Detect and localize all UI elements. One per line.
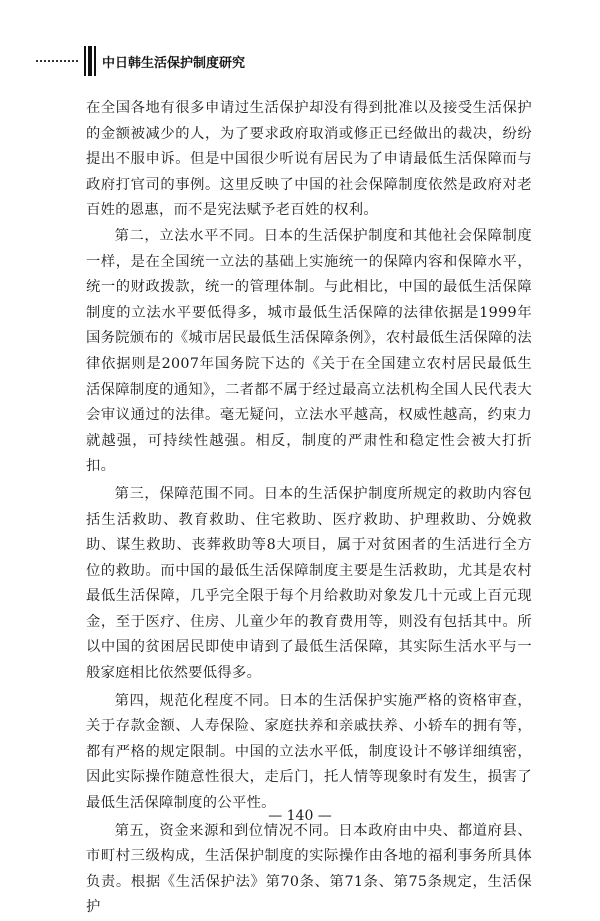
body-text [86,96,532,921]
paragraph-third: 第三，保障范围不同。日本的生活保护制度所规定的救助内容包括生活救助、教育救助、住宅救助、医疗救助、护理救助、分娩救助、谋生救助、丧葬救助等8大项目，属于对贫困者的生活进行全方位的救助。而中国的最低生活保障制度主要是生活救助，尤其是农村最低生活保障，几乎完全限于每个月给救助对象发几十元或上百元现金，至于医疗、住房、儿童少年的教育费用等，则没有包括其中。所以中国的贫困居民即使申请到了最低生活保障，其实际生活水平与一般家庭相比依然要低得多。 [86,485,532,682]
book-title: 中日韩生活保护制度研究 [102,55,246,71]
header-dotted-rule [36,60,78,62]
page-number: — 140 — [268,808,332,824]
paragraph-continued: 在全国各地有很多申请过生活保护却没有得到批准以及接受生活保护的金额被减少的人，为了要求政府取消或修正已经做出的裁决，纷纷提出不服申诉。但是中国很少听说有居民为了申请最低生活保障而与政府打官司的事例。这里反映了中国的社会保障制度依然是政府对老百姓的恩惠，而不是宪法赋予老百姓的权利。 [86,100,532,219]
paragraph-fifth: 第五，资金来源和到位情况不同。日本政府由中央、都道府县、市町村三级构成，生活保护制度的实际操作由各地的福利事务所具体负责。根据《生活保护法》第70条、第71条、第75条规定，生活保护 [86,822,532,916]
header-bar-ornament [84,46,96,76]
paragraph-second: 第二，立法水平不同。日本的生活保护制度和其他社会保障制度一样，是在全国统一立法的基础上实施统一的保障内容和保障水平，统一的财政拨款，统一的管理体制。与此相比，中国的最低生活保障制度的立法水平要低得多，城市最低生活保障的法律依据是1999年国务院颁布的《城市居民最低生活保障条例》，农村最低生活保障的法律依据则是2007年国务院下达的《关于在全国建立农村居民最低生活保障制度的通知》，二者都不属于经过最高立法机构全国人民代表大会审议通过的法律。毫无疑问，立法水平越高，权威性越高，约束力就越强，可持续性越强。相反，制度的严肃性和稳定性会被大打折扣。 [86,227,532,475]
paragraph-fourth: 第四，规范化程度不同。日本的生活保护实施严格的资格审查，关于存款金额、人寿保险、家庭扶养和亲戚扶养、小轿车的拥有等，都有严格的规定限制。中国的立法水平低，制度设计不够详细缜密，因此实际操作随意性很大，走后门，托人情等现象时有发生，损害了最低生活保障制度的公平性。 [86,692,532,812]
running-header [36,46,245,76]
